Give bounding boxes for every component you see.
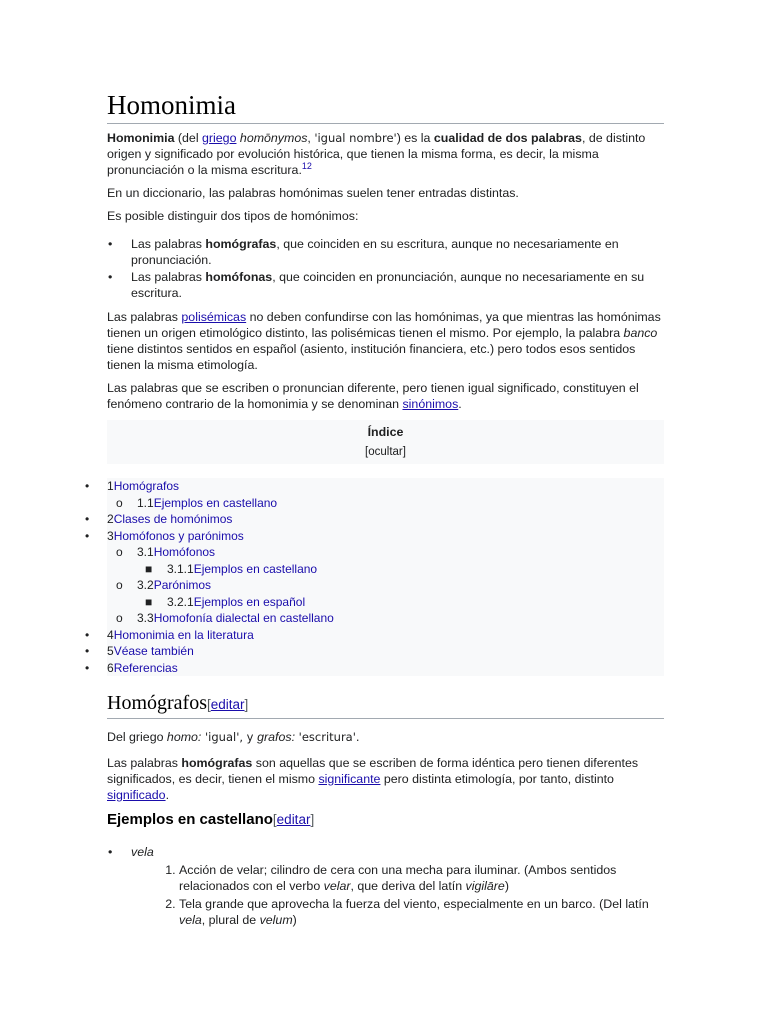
toc-item[interactable]: • 1Homógrafos (107, 478, 664, 495)
list-item (131, 844, 664, 928)
paragraph-homografas: Las palabras homógrafas son aquellas que se escriben de forma idéntica pero tienen diferentes significados, es decir, tienen el mismo significante pero distinta etimología, por tanto, distinto significado. (107, 756, 639, 802)
types-list (107, 236, 664, 301)
subsection-heading-ejemplos: Ejemplos en castellano[editar] (107, 811, 315, 828)
toc-item[interactable]: o 3.2Parónimos (107, 577, 664, 594)
link-sinonimos[interactable]: sinónimos (402, 397, 459, 411)
definitions-list (131, 862, 664, 928)
gloss: 'igual nombre' (314, 131, 397, 145)
greek-word: homōnymos (239, 131, 308, 145)
article (85, 88, 664, 930)
toc-item[interactable]: • 5Véase también (107, 643, 664, 660)
link-significante[interactable]: significante (318, 772, 381, 786)
paragraph-dictionary: En un diccionario, las palabras homónimas suelen tener entradas distintas. (107, 186, 519, 200)
examples-list (107, 844, 664, 928)
link-griego[interactable]: griego (202, 131, 237, 145)
definition-item: 1. Acción de velar; cilindro de cera con una mecha para iluminar. (Ambos sentidos relacionados con el verbo velar, que deriva del latín vigilāre) (179, 862, 664, 894)
toc-item[interactable]: o 1.1Ejemplos en castellano (107, 495, 664, 512)
link-polisemicas[interactable]: polisémicas (181, 310, 247, 324)
toc-item[interactable]: o 3.1Homófonos (107, 544, 664, 561)
toc-item[interactable]: • 2Clases de homónimos (107, 511, 664, 528)
toc-item[interactable]: ■ 3.2.1Ejemplos en español (107, 594, 664, 611)
paragraph-types-intro: Es posible distinguir dos tipos de homónimos: (107, 209, 359, 223)
page-title: Homonimia (107, 88, 664, 124)
edit-link[interactable]: editar (276, 812, 311, 827)
list-item: • Las palabras homófonas, que coinciden en pronunciación, aunque no necesariamente en su escritura. (131, 269, 664, 301)
toc-header (107, 420, 664, 464)
toc-item[interactable]: • 4Homonimia en la literatura (107, 627, 664, 644)
table-of-contents (85, 478, 664, 676)
example-word: vela (131, 845, 154, 859)
intro-term: Homonimia (107, 131, 175, 145)
toc-item[interactable]: ■ 3.1.1Ejemplos en castellano (107, 561, 664, 578)
list-item: • Las palabras homógrafas, que coinciden en su escritura, aunque no necesariamente en pronunciación. (131, 236, 664, 268)
paragraph-polysemy: Las palabras polisémicas no deben confundirse con las homónimas, ya que mientras las homónimas tienen un origen etimológico distinto, las polisémicas tienen el mismo. Por ejemplo, la palabra banco tiene distintos sentidos en español (asiento, institución financiera, etc.) pero todos esos sentidos tienen la misma etimología. (107, 310, 661, 372)
toc-title: Índice (367, 425, 404, 439)
toc-item[interactable]: • 6Referencias (107, 660, 664, 677)
link-significado[interactable]: significado (107, 788, 166, 802)
paragraph-synonyms: Las palabras que se escriben o pronuncian diferente, pero tienen igual significado, constituyen el fenómeno contrario de la homonimia y se denominan sinónimos. (107, 381, 639, 411)
intro-paragraph: Homonimia (del griego homōnymos, 'igual nombre') es la cualidad de dos palabras, de distinto origen y significado por evolución histórica, que tienen la misma forma, es decir, la misma pronunciación o la misma escritura.$^{12}$ (107, 131, 646, 177)
toc-hide-toggle[interactable]: [ocultar] (365, 446, 406, 458)
section-heading-homografos: Homógrafos[editar] (107, 690, 664, 719)
reference-link[interactable]: 12 (301, 160, 312, 171)
edit-link[interactable]: editar (210, 697, 245, 712)
definition-item: 2. Tela grande que aprovecha la fuerza del viento, especialmente en un barco. (Del latín vela, plural de velum) (179, 896, 664, 928)
bold-phrase: cualidad de dos palabras (433, 131, 582, 145)
toc-item[interactable]: o 3.3Homofonía dialectal en castellano (107, 610, 664, 627)
toc-item[interactable]: • 3Homófonos y parónimos (107, 528, 664, 545)
paragraph-etymology: Del griego homo: 'igual', y grafos: 'escritura'. (107, 730, 360, 744)
